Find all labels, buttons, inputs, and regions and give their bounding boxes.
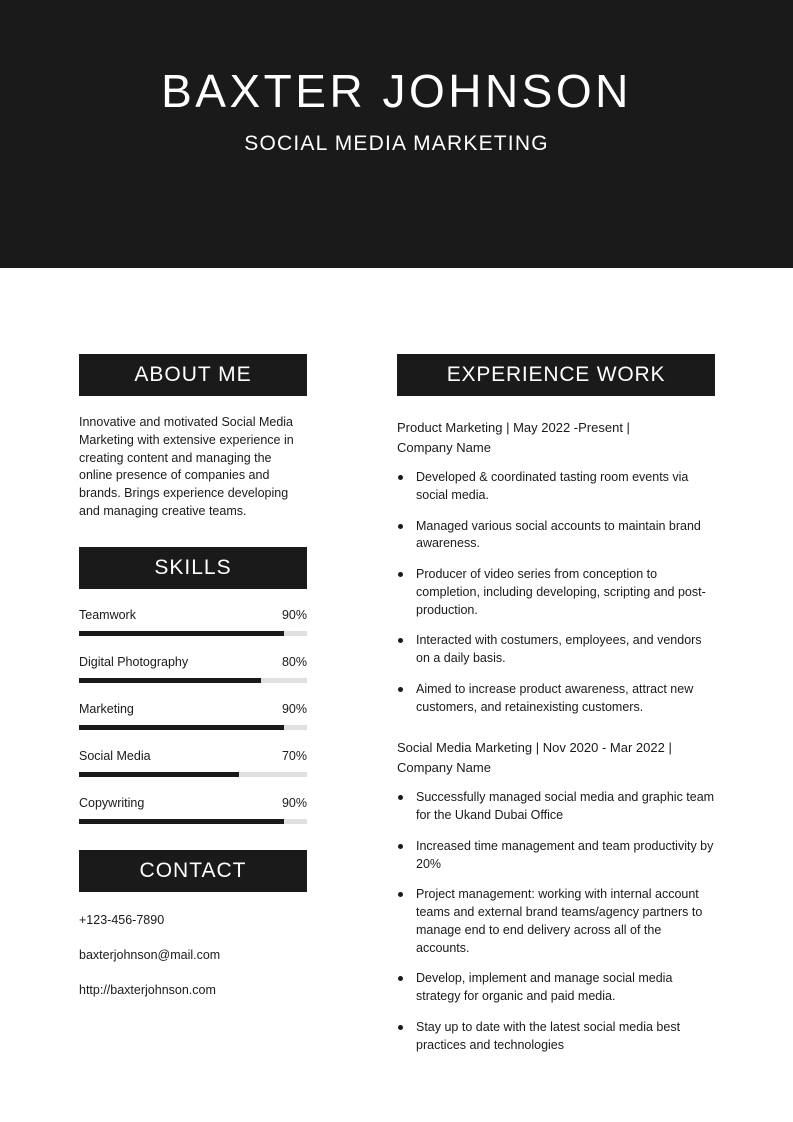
- about-text: Innovative and motivated Social Media Marketing with extensive experience in creating content and managing the online presence of companies and brands. Brings experience developing and managing creative teams.: [79, 415, 294, 518]
- skill-label: Copywriting: [79, 795, 145, 810]
- left-column: [79, 354, 307, 997]
- bullet-item: Interacted with costumers, employees, and vendors on a daily basis.: [397, 632, 715, 668]
- skill-fill: [79, 725, 284, 730]
- skill-track: [79, 725, 307, 730]
- skill-value: 90%: [281, 701, 307, 716]
- bullet-item: Develop, implement and manage social media strategy for organic and paid media.: [397, 970, 715, 1006]
- skill-item: [79, 608, 307, 636]
- skill-track: [79, 772, 307, 777]
- skill-item: [79, 749, 307, 777]
- experience-heading-line2: Company Name: [397, 759, 491, 775]
- experience-entry: [397, 738, 715, 1054]
- about-section-title: ABOUT ME: [79, 354, 307, 396]
- bullet-item: Stay up to date with the latest social media best practices and technologies: [397, 1019, 715, 1055]
- skill-value: 90%: [281, 607, 307, 622]
- contact-email: baxterjohnson@mail.com: [79, 947, 221, 962]
- skill-fill: [79, 819, 284, 824]
- bullet-item: Developed & coordinated tasting room events via social media.: [397, 469, 715, 505]
- contact-website: http://baxterjohnson.com: [79, 982, 216, 997]
- skill-fill: [79, 772, 239, 777]
- skill-item: [79, 702, 307, 730]
- contact-list: [79, 913, 307, 997]
- experience-entry: [397, 418, 715, 716]
- experience-heading-line1: Social Media Marketing | Nov 2020 - Mar 2022 |: [397, 740, 672, 756]
- bullet-item: Increased time management and team productivity by 20%: [397, 838, 715, 874]
- skill-value: 70%: [281, 748, 307, 763]
- resume-header: [0, 0, 793, 268]
- bullet-item: Aimed to increase product awareness, attract new customers, and retainexisting customers.: [397, 681, 715, 717]
- skill-fill: [79, 631, 284, 636]
- bullet-item: Successfully managed social media and graphic team for the Ukand Dubai Office: [397, 789, 715, 825]
- experience-bullets: [397, 469, 715, 716]
- resume-body: [0, 268, 793, 1067]
- experience-heading: [397, 418, 715, 457]
- bullet-item: Project management: working with internal account teams and external brand teams/agency partners to manage end to end delivery across all of the accounts.: [397, 886, 715, 957]
- candidate-role: SOCIAL MEDIA MARKETING: [244, 132, 549, 156]
- experience-section-title: EXPERIENCE WORK: [397, 354, 715, 396]
- skill-item: [79, 796, 307, 824]
- contact-phone: +123-456-7890: [79, 912, 165, 927]
- candidate-name: BAXTER JOHNSON: [161, 64, 632, 117]
- skill-track: [79, 819, 307, 824]
- skill-track: [79, 631, 307, 636]
- skill-value: 90%: [281, 795, 307, 810]
- experience-heading: [397, 738, 715, 777]
- experience-heading-line1: Product Marketing | May 2022 -Present |: [397, 420, 630, 436]
- skill-value: 80%: [281, 654, 307, 669]
- skill-label: Social Media: [79, 748, 151, 763]
- experience-heading-line2: Company Name: [397, 439, 491, 455]
- skill-label: Marketing: [79, 701, 134, 716]
- skill-fill: [79, 678, 261, 683]
- bullet-item: Producer of video series from conception to completion, including developing, scripting and post-production.: [397, 566, 715, 619]
- skills-section-title: SKILLS: [79, 547, 307, 589]
- skills-list: [79, 608, 307, 824]
- contact-section-title: CONTACT: [79, 850, 307, 892]
- skill-label: Teamwork: [79, 607, 136, 622]
- experience-bullets: [397, 789, 715, 1054]
- right-column: [397, 354, 715, 1067]
- skill-label: Digital Photography: [79, 654, 189, 669]
- skill-item: [79, 655, 307, 683]
- skill-track: [79, 678, 307, 683]
- bullet-item: Managed various social accounts to maintain brand awareness.: [397, 518, 715, 554]
